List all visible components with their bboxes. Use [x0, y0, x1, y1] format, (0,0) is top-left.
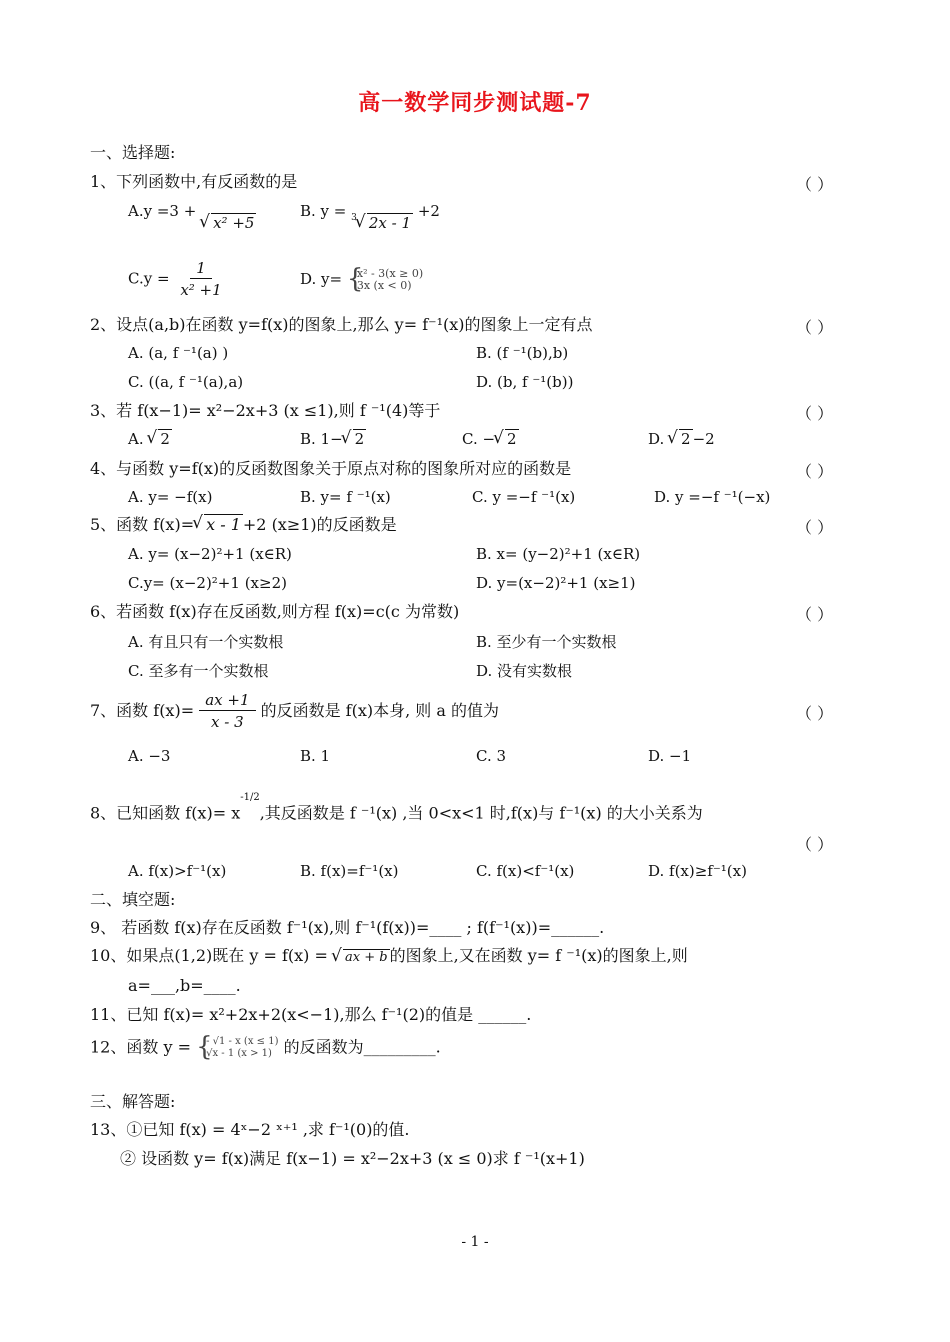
q3-option-a: A. √ 2: [128, 430, 172, 448]
q7-option-a: A. −3: [128, 747, 171, 765]
q5-option-c: C.y= (x−2)²+1 (x≥2): [128, 574, 287, 592]
q6-option-a: A. 有且只有一个实数根: [128, 633, 284, 651]
fraction: $\frac{1}{\text{x² +1}}$: [180, 259, 222, 299]
q3-option-c: C. −√ 2: [462, 430, 519, 448]
section-heading-choice: 一、选择题:: [90, 143, 176, 162]
question-12: 12、函数 y = { - √1 - x (x ≤ 1) √x - 1 (x > 1) 的反函数为_________.: [90, 1036, 441, 1060]
q1-option-d: D. y= { x² - 3(x ≥ 0) 3x (x < 0): [300, 268, 423, 292]
answer-bracket: （ ）: [796, 462, 834, 481]
answer-bracket: （ ）: [796, 704, 834, 723]
question-2-stem: 2、设点(a,b)在函数 y=f(x)的图象上,那么 y= f⁻¹(x)的图象上一定有点: [90, 315, 593, 334]
q3-option-b: B. 1−√ 2: [300, 430, 366, 448]
question-13-part1: 13、①已知 f(x) = 4ˣ−2 ˣ⁺¹ ,求 f⁻¹(0)的值.: [90, 1120, 410, 1139]
question-9: 9、 若函数 f(x)存在反函数 f⁻¹(x),则 f⁻¹(f(x))=____ ; f(f⁻¹(x))=______.: [90, 918, 605, 937]
q5-option-a: A. y= (x−2)²+1 (x∈R): [128, 545, 292, 563]
q1-option-c: C.y = $\frac{1}{\text{x² +1}}$: [128, 258, 228, 301]
section-heading-fill: 二、填空题:: [90, 890, 176, 909]
q8-option-c: C. f(x)<f⁻¹(x): [476, 862, 575, 880]
question-10-line2: a=___,b=____.: [128, 976, 241, 995]
q8-option-b: B. f(x)=f⁻¹(x): [300, 862, 399, 880]
q8-option-a: A. f(x)>f⁻¹(x): [128, 862, 227, 880]
question-3-stem: 3、若 f(x−1)= x²−2x+3 (x ≤1),则 f ⁻¹(4)等于: [90, 401, 441, 420]
piecewise-brace: { x² - 3(x ≥ 0) 3x (x < 0): [347, 268, 423, 292]
q5-option-b: B. x= (y−2)²+1 (x∈R): [476, 545, 641, 563]
q4-option-a: A. y= −f(x): [128, 488, 213, 506]
q3-option-d: D. √ 2 −2: [648, 430, 715, 448]
q2-option-c: C. ((a, f ⁻¹(a),a): [128, 373, 244, 391]
answer-bracket: （ ）: [796, 518, 834, 537]
question-13-part2: ② 设函数 y= f(x)满足 f(x−1) = x²−2x+3 (x ≤ 0)求 f ⁻¹(x+1): [120, 1149, 585, 1168]
q2-option-b: B. (f ⁻¹(b),b): [476, 344, 569, 362]
q6-option-b: B. 至少有一个实数根: [476, 633, 617, 651]
question-11: 11、已知 f(x)= x²+2x+2(x<−1),那么 f⁻¹(2)的值是 ______.: [90, 1005, 532, 1024]
question-8-stem: 8、已知函数 $f(x)= x^{-1/2}$,其反函数是 f ⁻¹(x) ,当 0<x<1 时,f(x)与 f⁻¹(x) 的大小关系为: [90, 792, 703, 823]
question-7-stem: 7、函数 f(x)= $\frac{ax +1}{x - 3}$ 的反函数是 f(x)本身, 则 a 的值为: [90, 691, 499, 731]
answer-bracket: （ ）: [796, 605, 834, 624]
sqrt-expression: √ x² +5: [201, 214, 256, 232]
q7-option-b: B. 1: [300, 747, 331, 765]
answer-bracket: （ ）: [796, 835, 834, 854]
q5-option-d: D. y=(x−2)²+1 (x≥1): [476, 574, 636, 592]
section-heading-solve: 三、解答题:: [90, 1092, 176, 1111]
q4-option-b: B. y= f ⁻¹(x): [300, 488, 391, 506]
question-4-stem: 4、与函数 y=f(x)的反函数图象关于原点对称的图象所对应的函数是: [90, 459, 572, 478]
page-title: 高一数学同步测试题-7: [358, 90, 592, 116]
q6-option-d: D. 没有实数根: [476, 662, 573, 680]
q4-option-c: C. y =−f ⁻¹(x): [472, 488, 576, 506]
answer-bracket: （ ）: [796, 318, 834, 337]
question-6-stem: 6、若函数 f(x)存在反函数,则方程 f(x)=c(c 为常数): [90, 602, 460, 621]
q2-option-a: A. (a, f ⁻¹(a) ): [128, 344, 229, 362]
q6-option-c: C. 至多有一个实数根: [128, 662, 269, 680]
question-5-stem: 5、函数 f(x)=√ x - 1 +2 (x≥1)的反函数是: [90, 515, 397, 535]
q1-option-b: B. y = $_3$√ 2x - 1 +2: [300, 202, 440, 223]
q1-option-a: A.y =3 + √ x² +5: [128, 202, 256, 220]
q8-option-d: D. f(x)≥f⁻¹(x): [648, 862, 747, 880]
answer-bracket: （ ）: [796, 175, 834, 194]
answer-bracket: （ ）: [796, 404, 834, 423]
q2-option-d: D. (b, f ⁻¹(b)): [476, 373, 574, 391]
page-number: - 1 -: [461, 1234, 489, 1250]
q7-option-c: C. 3: [476, 747, 507, 765]
q7-option-d: D. −1: [648, 747, 692, 765]
q4-option-d: D. y =−f ⁻¹(−x): [654, 488, 771, 506]
question-1-stem: 1、下列函数中,有反函数的是: [90, 172, 298, 191]
question-10-line1: 10、如果点(1,2)既在 y = f(x) = √ ax + b 的图象上,又在函数 y= f ⁻¹(x)的图象上,则: [90, 946, 688, 968]
piecewise-brace: { - √1 - x (x ≤ 1) √x - 1 (x > 1): [196, 1036, 278, 1060]
fraction: $\frac{ax +1}{x - 3}$: [199, 690, 255, 733]
